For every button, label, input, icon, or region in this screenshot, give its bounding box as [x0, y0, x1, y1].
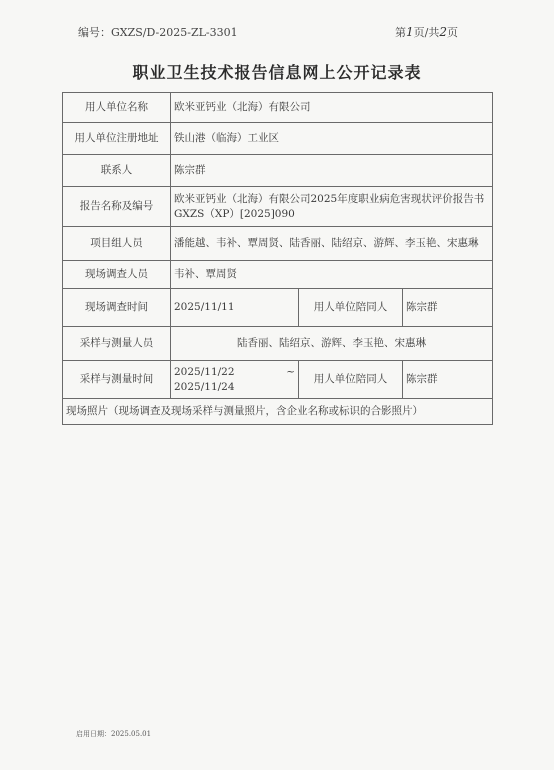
employer-label: 用人单位名称	[63, 93, 171, 123]
page-prefix: 第	[395, 26, 406, 39]
survey-staff-value: 韦补、覃周贤	[171, 261, 493, 289]
contact-label: 联系人	[63, 155, 171, 187]
address-value: 铁山港（临海）工业区	[171, 123, 493, 155]
record-table	[62, 92, 493, 425]
sampling-time-cell	[171, 361, 299, 399]
photos-label: 现场照片（现场调查及现场采样与测量照片，含企业名称或标识的合影照片）	[63, 399, 493, 425]
sampling-escort-label: 用人单位陪同人	[299, 361, 403, 399]
address-label: 用人单位注册地址	[63, 123, 171, 155]
team-label: 项目组人员	[63, 227, 171, 261]
sampling-staff-label: 采样与测量人员	[63, 327, 171, 361]
employer-value: 欧米亚钙业（北海）有限公司	[171, 93, 493, 123]
survey-time-value: 2025/11/11	[171, 289, 299, 327]
effective-date: 启用日期：2025.05.01	[76, 730, 152, 738]
report-label: 报告名称及编号	[63, 187, 171, 227]
report-value: 欧米亚钙业（北海）有限公司2025年度职业病危害现状评价报告书 GXZS（XP）[2025]090	[171, 187, 493, 227]
row-survey-staff	[63, 261, 493, 289]
sampling-staff-value: 陆香丽、陆绍京、游辉、李玉艳、宋惠琳	[171, 327, 493, 361]
sampling-time-separator: ~	[286, 365, 295, 378]
sampling-time-start: 2025/11/22	[174, 365, 235, 378]
row-address	[63, 123, 493, 155]
row-report	[63, 187, 493, 227]
page-middle: 页/共	[413, 26, 440, 39]
row-employer	[63, 93, 493, 123]
document-code: 编号：GXZS/D-2025-ZL-3301	[78, 26, 238, 39]
row-sampling-time	[63, 361, 493, 399]
row-team	[63, 227, 493, 261]
sampling-time-end: 2025/11/24	[174, 380, 235, 393]
survey-escort-label: 用人单位陪同人	[299, 289, 403, 327]
page-title: 职业卫生技术报告信息网上公开记录表	[132, 63, 422, 82]
row-survey-time	[63, 289, 493, 327]
page-current: 1	[406, 25, 414, 39]
team-value: 潘能越、韦补、覃周贤、陆香丽、陆绍京、游辉、李玉艳、宋惠琳	[171, 227, 493, 261]
row-sampling-staff	[63, 327, 493, 361]
survey-time-label: 现场调查时间	[63, 289, 171, 327]
survey-escort-value: 陈宗群	[403, 289, 493, 327]
page-suffix: 页	[447, 26, 458, 39]
survey-staff-label: 现场调查人员	[63, 261, 171, 289]
sampling-escort-value: 陈宗群	[403, 361, 493, 399]
page-total: 2	[439, 25, 447, 39]
sampling-time-label: 采样与测量时间	[63, 361, 171, 399]
contact-value: 陈宗群	[171, 155, 493, 187]
row-photos	[63, 399, 493, 425]
page-indicator	[395, 24, 458, 40]
row-contact	[63, 155, 493, 187]
